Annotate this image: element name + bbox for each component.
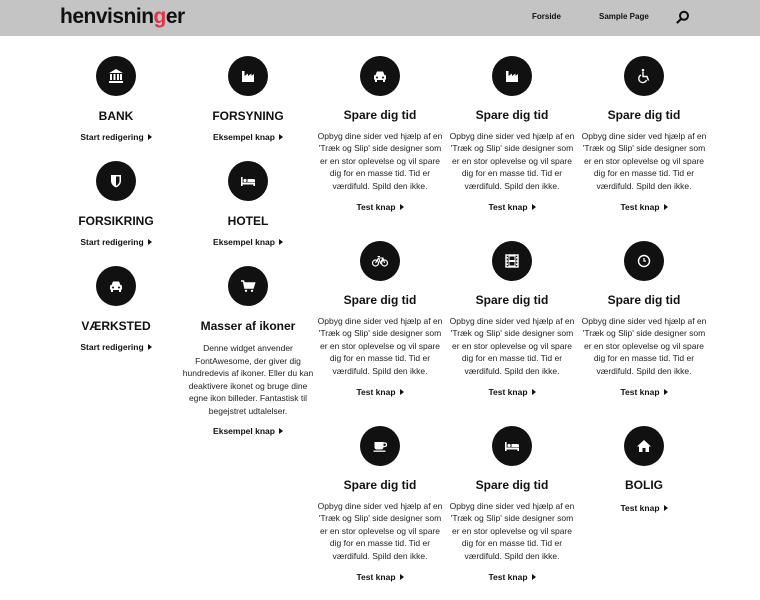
feature-grid-7: [310, 426, 450, 585]
feature-grid-4: [310, 241, 450, 400]
coffee-icon: [371, 437, 389, 455]
bicycle-icon: [371, 252, 389, 270]
feature-description: Denne widget anvender FontAwesome, der giver dig hundredevis af ikoner. Eller du kan deaktivere ikonet og bruge dine egne ikon billeder. Fantastisk til begejstret udtalelser.: [182, 343, 314, 416]
shield-icon-circle: [96, 161, 136, 201]
logo-text-end: er: [165, 5, 185, 28]
feature-hotel: [178, 161, 318, 250]
feature-title: BANK: [98, 109, 134, 123]
feature-description: Opbyg dine sider ved hjælp af en 'Træk og Slip' side designer som er en stor oplevelse og vil spare dig for en masse tid. Tid er værdifuld. Spild den ikke.: [581, 131, 707, 191]
button-label: Eksempel knap: [213, 132, 275, 142]
feature-grid-3: [574, 56, 714, 215]
feature-description: Opbyg dine sider ved hjælp af en 'Træk og Slip' side designer som er en stor oplevelse og vil spare dig for en masse tid. Tid er værdifuld. Spild den ikke.: [317, 501, 443, 561]
bed-icon-circle: [492, 426, 532, 466]
coffee-icon-circle: [360, 426, 400, 466]
wheelchair-icon-circle: [624, 56, 664, 96]
caret-right-icon: [400, 204, 404, 210]
car-icon-circle: [96, 266, 136, 306]
caret-right-icon: [400, 574, 404, 580]
test-knap-button[interactable]: [356, 387, 403, 397]
nav-link-forside[interactable]: Forside: [532, 12, 561, 21]
button-label: Test knap: [620, 503, 660, 513]
test-knap-button[interactable]: [488, 572, 535, 582]
test-knap-button[interactable]: [488, 202, 535, 212]
caret-right-icon: [400, 389, 404, 395]
feature-bolig: [574, 426, 714, 516]
clock-icon-circle: [624, 241, 664, 281]
feature-title: Spare dig tid: [475, 478, 549, 492]
feature-title: Spare dig tid: [343, 108, 417, 122]
logo-text-start: henvisnin: [60, 5, 154, 28]
feature-description: Opbyg dine sider ved hjælp af en 'Træk og Slip' side designer som er en stor oplevelse og vil spare dig for en masse tid. Tid er værdifuld. Spild den ikke.: [449, 316, 575, 376]
feature-title: Spare dig tid: [475, 293, 549, 307]
industry-icon-circle: [492, 56, 532, 96]
caret-right-icon: [148, 134, 152, 140]
industry-icon: [503, 67, 521, 85]
caret-right-icon: [664, 389, 668, 395]
feature-title: Spare dig tid: [343, 293, 417, 307]
industry-icon: [239, 67, 257, 85]
feature-forsyning: [178, 56, 318, 145]
car-icon-circle: [360, 56, 400, 96]
test-knap-button[interactable]: [620, 202, 667, 212]
button-label: Eksempel knap: [213, 426, 275, 436]
caret-right-icon: [279, 134, 283, 140]
caret-right-icon: [148, 239, 152, 245]
start-redigering-button[interactable]: [80, 237, 151, 247]
bed-icon: [503, 437, 521, 455]
test-knap-button[interactable]: [620, 387, 667, 397]
feature-description: Opbyg dine sider ved hjælp af en 'Træk og Slip' side designer som er en stor oplevelse og vil spare dig for en masse tid. Tid er værdifuld. Spild den ikke.: [449, 131, 575, 191]
caret-right-icon: [148, 344, 152, 350]
feature-title: Spare dig tid: [343, 478, 417, 492]
wheelchair-icon: [635, 67, 653, 85]
feature-title: HOTEL: [227, 214, 269, 228]
feature-grid-6: [574, 241, 714, 400]
feature-bank: [46, 56, 186, 145]
button-label: Start redigering: [80, 237, 144, 247]
car-icon: [107, 277, 125, 295]
feature-vaerksted: [46, 266, 186, 355]
feature-description: Opbyg dine sider ved hjælp af en 'Træk og Slip' side designer som er en stor oplevelse og vil spare dig for en masse tid. Tid er værdifuld. Spild den ikke.: [317, 131, 443, 191]
home-icon-circle: [624, 426, 664, 466]
button-label: Test knap: [620, 202, 660, 213]
feature-forsikring: [46, 161, 186, 250]
feature-description: Opbyg dine sider ved hjælp af en 'Træk og Slip' side designer som er en stor oplevelse og vil spare dig for en masse tid. Tid er værdifuld. Spild den ikke.: [581, 316, 707, 376]
bank-icon: [107, 67, 125, 85]
feature-title: Spare dig tid: [607, 293, 681, 307]
feature-masser-af-ikoner: [178, 266, 318, 439]
feature-title: Spare dig tid: [475, 108, 549, 122]
logo-text-accent: g: [153, 5, 166, 28]
button-label: Test knap: [488, 387, 528, 398]
bicycle-icon-circle: [360, 241, 400, 281]
site-logo[interactable]: [60, 4, 185, 30]
feature-title: FORSYNING: [212, 109, 284, 123]
button-label: Test knap: [356, 202, 396, 213]
bed-icon-circle: [228, 161, 268, 201]
start-redigering-button[interactable]: [80, 132, 151, 142]
feature-grid-8: [442, 426, 582, 585]
site-header: [0, 0, 760, 36]
film-icon: [503, 252, 521, 270]
car-icon: [371, 67, 389, 85]
home-icon: [635, 437, 653, 455]
feature-title: BOLIG: [625, 478, 663, 492]
caret-right-icon: [664, 505, 668, 511]
caret-right-icon: [279, 239, 283, 245]
caret-right-icon: [532, 389, 536, 395]
shield-icon: [107, 172, 125, 190]
start-redigering-button[interactable]: [80, 342, 151, 352]
feature-grid-5: [442, 241, 582, 400]
test-knap-button[interactable]: [620, 503, 667, 513]
eksempel-knap-button[interactable]: [213, 237, 283, 247]
button-label: Test knap: [488, 202, 528, 213]
button-label: Test knap: [356, 572, 396, 583]
test-knap-button[interactable]: [488, 387, 535, 397]
feature-title: Spare dig tid: [607, 108, 681, 122]
eksempel-knap-button[interactable]: [213, 132, 283, 142]
feature-title: VÆRKSTED: [81, 319, 151, 333]
feature-title: FORSIKRING: [78, 214, 154, 228]
caret-right-icon: [532, 574, 536, 580]
feature-title: Masser af ikoner: [200, 319, 296, 333]
clock-icon: [635, 252, 653, 270]
feature-grid-1: [310, 56, 450, 215]
button-label: Start redigering: [80, 132, 144, 142]
nav-link-sample-page[interactable]: Sample Page: [599, 12, 649, 21]
caret-right-icon: [279, 428, 283, 434]
feature-grid-2: [442, 56, 582, 215]
cart-icon: [239, 277, 257, 295]
bed-icon: [239, 172, 257, 190]
industry-icon-circle: [228, 56, 268, 96]
bank-icon-circle: [96, 56, 136, 96]
feature-description: Opbyg dine sider ved hjælp af en 'Træk og Slip' side designer som er en stor oplevelse og vil spare dig for en masse tid. Tid er værdifuld. Spild den ikke.: [317, 316, 443, 376]
button-label: Test knap: [488, 572, 528, 583]
caret-right-icon: [532, 204, 536, 210]
button-label: Start redigering: [80, 342, 144, 352]
button-label: Test knap: [620, 387, 660, 398]
test-knap-button[interactable]: [356, 202, 403, 212]
search-icon[interactable]: [676, 10, 690, 24]
cart-icon-circle: [228, 266, 268, 306]
button-label: Test knap: [356, 387, 396, 398]
film-icon-circle: [492, 241, 532, 281]
test-knap-button[interactable]: [356, 572, 403, 582]
eksempel-knap-button[interactable]: [213, 426, 283, 436]
feature-description: Opbyg dine sider ved hjælp af en 'Træk og Slip' side designer som er en stor oplevelse og vil spare dig for en masse tid. Tid er værdifuld. Spild den ikke.: [449, 501, 575, 561]
caret-right-icon: [664, 204, 668, 210]
button-label: Eksempel knap: [213, 237, 275, 247]
